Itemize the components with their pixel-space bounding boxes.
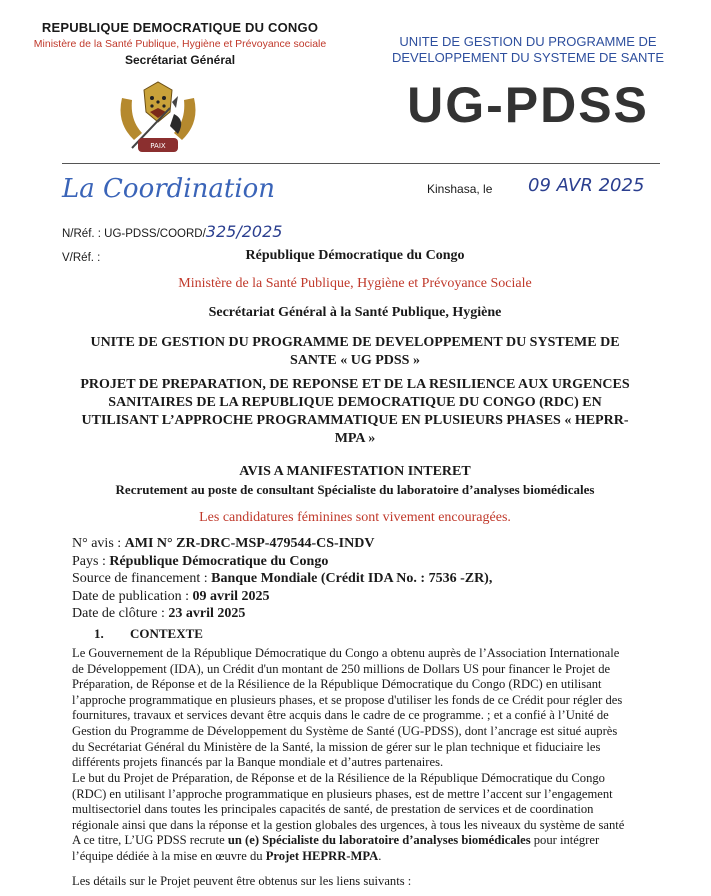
doc-ministry: Ministère de la Santé Publique, Hygiène et Prévoyance Sociale [178,276,532,291]
header-right [378,34,678,66]
coordination-signature: La Coordination [62,174,276,204]
women-encouraged: Les candidatures féminines sont vivement encouragées. [199,510,511,525]
context-paragraph-1: Le Gouvernement de la République Démocratique du Congo a obtenu auprès de l’Association Internationale de Développement (IDA), un Crédit d'un montant de 250 millions de Dollars US pour financer le Projet de Préparation, de Réponse et de la Résilience de la République Démocratique du Congo (RDC) en utilisant l’approche programmatique en plusieurs phases, et se propose d'utiliser les fonds de ce Crédit pour régler des fournitures, travaux et services devant être acquis dans le cadre de ce programme. ; et a confié à l’Unité de Gestion du Programme de Développement du Système de Santé (UG-PDSS), dont l’ancrage est situé auprès du Secrétariat Général du Ministère de la Santé, la mission de gérer sur le plan technique et fiduciaire les différents projets financés par la Banque mondiale et d’autres partenaires. [72,646,623,770]
avis-title: AVIS A MANIFESTATION INTERET [239,464,471,479]
notice-funding: Source de financement : Banque Mondiale (Crédit IDA No. : 7536 -ZR), [72,571,493,586]
handwritten-date: 09 AVR 2025 [528,175,645,196]
notice-closing-date: Date de clôture : 23 avril 2025 [72,606,246,621]
header-left [0,20,360,67]
coat-of-arms-emblem-icon [112,78,204,164]
context-paragraph-2: Le but du Projet de Préparation, de Réponse et de la Résilience de la République Démocratique du Congo (RDC) en utilisant l’approche programmatique en plusieurs phases, est de mettre l’accent sur l’engagement multisectoriel dans toutes les principales capacités de santé, de prestation de services et de coordination régionale ainsi que dans la réponse et la gestion globales des urgences, à tous les niveaux du système de santé A ce titre, L’UG PDSS recrute un (e) Spécialiste du laboratoire d’analyses biomédicales pour intégrer l’équipe dédiée à la mise en œuvre du Projet HEPRR-MPA. [72,771,625,863]
project-title: PROJET DE PREPARATION, DE REPONSE ET DE LA RESILIENCE AUX URGENCES SANITAIRES DE LA REPUBLIQUE DEMOCRATIQUE DU CONGO (RDC) EN UTILISANT L’APPROCHE PROGRAMMATIQUE EN PLUSIEURS PHASES « HEPRR- MPA » [80,377,630,446]
country-name: REPUBLIQUE DEMOCRATIQUE DU CONGO [41,20,319,35]
header-divider [62,163,660,164]
nref-value: 325/2025 [205,222,283,241]
secretariat-name: Secrétariat Général [124,53,236,67]
place-label: Kinshasa, le [427,182,493,196]
doc-unit: UNITE DE GESTION DU PROGRAMME DE DEVELOPPEMENT DU SYSTEME DE SANTE « UG PDSS » [90,335,620,368]
details-line: Les détails sur le Projet peuvent être obtenus sur les liens suivants : [72,874,412,888]
section-heading-context: 1. CONTEXTE [94,626,203,641]
emblem-motto: PAIX [150,142,166,150]
notice-info [72,535,492,623]
ug-pdss-acronym: UG-PDSS [407,77,649,133]
doc-country: République Démocratique du Congo [245,248,465,263]
unit-name-line2: DEVELOPPEMENT DU SYSTEME DE SANTE [391,50,665,65]
doc-secretariat: Secrétariat Général à la Santé Publique, Hygiène [208,305,502,320]
unit-name-line1: UNITE DE GESTION DU PROGRAMME DE [399,34,657,49]
notice-number: N° avis : AMI N° ZR-DRC-MSP-479544-CS-INDV [72,536,375,551]
notice-country: Pays : République Démocratique du Congo [72,553,329,569]
your-reference: V/Réf. : [62,252,101,264]
ministry-name: Ministère de la Santé Publique, Hygiène et Prévoyance sociale [33,38,327,50]
recruitment-title: Recrutement au poste de consultant Spécialiste du laboratoire d’analyses biomédicales [115,482,595,497]
notice-publication-date: Date de publication : 09 avril 2025 [72,588,270,604]
our-reference [62,222,282,241]
nref-label: N/Réf. : UG-PDSS/COORD/ [62,228,206,240]
